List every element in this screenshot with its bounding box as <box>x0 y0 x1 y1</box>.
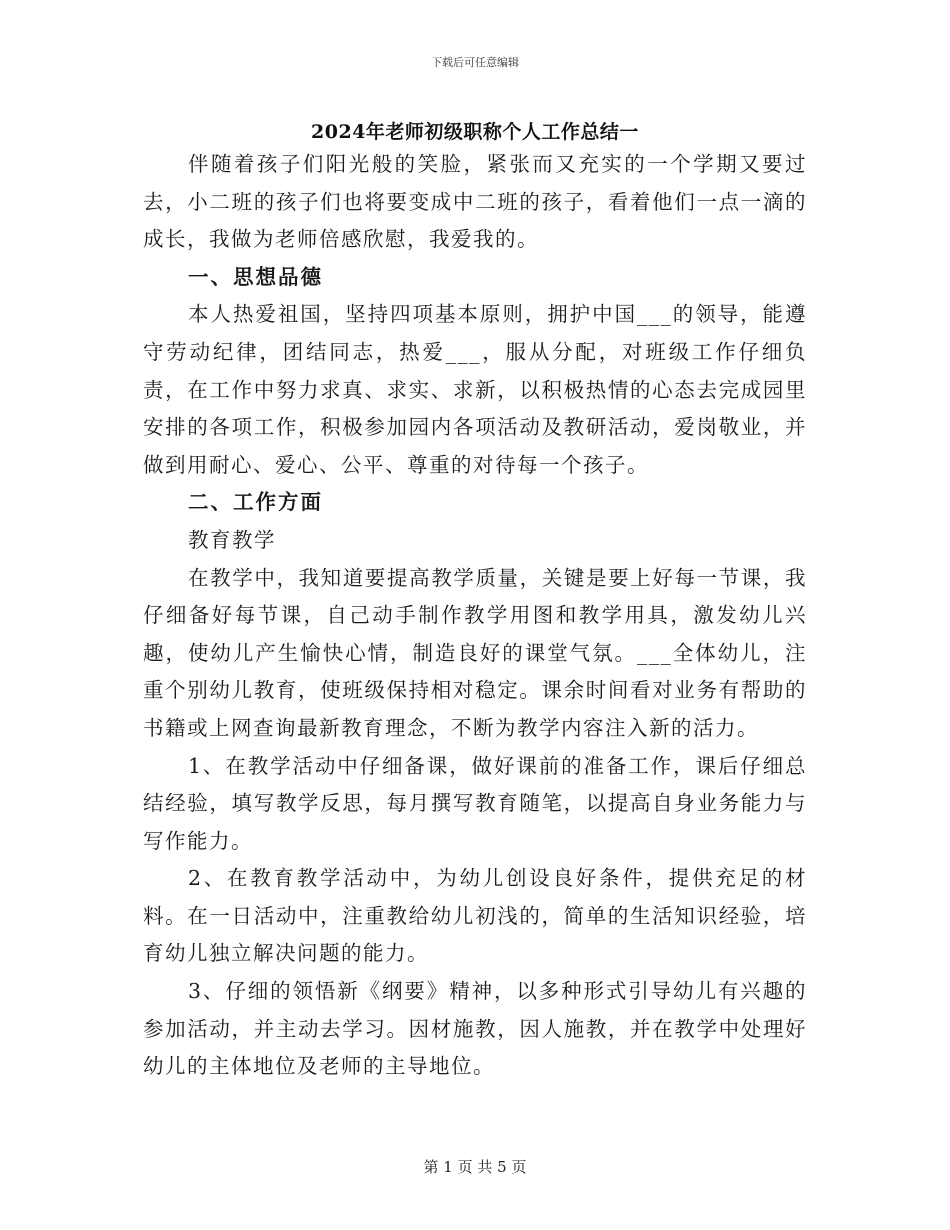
header-note: 下载后可任意编辑 <box>431 56 519 69</box>
intro-paragraph: 伴随着孩子们阳光般的笑脸，紧张而又充实的一个学期又要过去，小二班的孩子们也将要变成中二班的孩子，看着他们一点一滴的成长，我做为老师倍感欣慰，我爱我的。 <box>143 152 807 252</box>
teaching-paragraph: 在教学中，我知道要提高教学质量，关键是要上好每一节课，我仔细备好每节课，自己动手制作教学用图和教学用具，激发幼儿兴趣，使幼儿产生愉快心情，制造良好的课堂气氛。___全体幼儿，注重个别幼儿教育，使班级保持相对稳定。课余时间看对业务有帮助的书籍或上网查询最新教育理念，不断为教学内容注入新的活力。 <box>143 565 807 740</box>
ideology-paragraph: 本人热爱祖国，坚持四项基本原则，拥护中国___的领导，能遵守劳动纪律，团结同志，热爱___，服从分配，对班级工作仔细负责，在工作中努力求真、求实、求新，以积极热情的心态去完成园里安排的各项工作，积极参加园内各项活动及教研活动，爱岗敬业，并做到用耐心、爱心、公平、尊重的对待每一个孩子。 <box>143 302 807 477</box>
section-heading-work: 二、工作方面 <box>188 490 323 515</box>
list-item-2: 2、在教育教学活动中，为幼儿创设良好条件，提供充足的材料。在一日活动中，注重教给幼儿初浅的，简单的生活知识经验，培育幼儿独立解决问题的能力。 <box>143 866 807 966</box>
page-footer: 第 1 页 共 5 页 <box>423 1158 527 1176</box>
subheading-teaching: 教育教学 <box>188 527 276 552</box>
document-title: 2024年老师初级职称个人工作总结一 <box>311 121 639 143</box>
section-heading-ideology: 一、思想品德 <box>188 264 323 289</box>
document-body <box>143 146 807 1086</box>
list-item-3: 3、仔细的领悟新《纲要》精神，以多种形式引导幼儿有兴趣的参加活动，并主动去学习。因材施教，因人施教，并在教学中处理好幼儿的主体地位及老师的主导地位。 <box>143 979 807 1079</box>
list-item-1: 1、在教学活动中仔细备课，做好课前的准备工作，课后仔细总结经验，填写教学反思，每月撰写教育随笔，以提高自身业务能力与写作能力。 <box>143 753 807 853</box>
